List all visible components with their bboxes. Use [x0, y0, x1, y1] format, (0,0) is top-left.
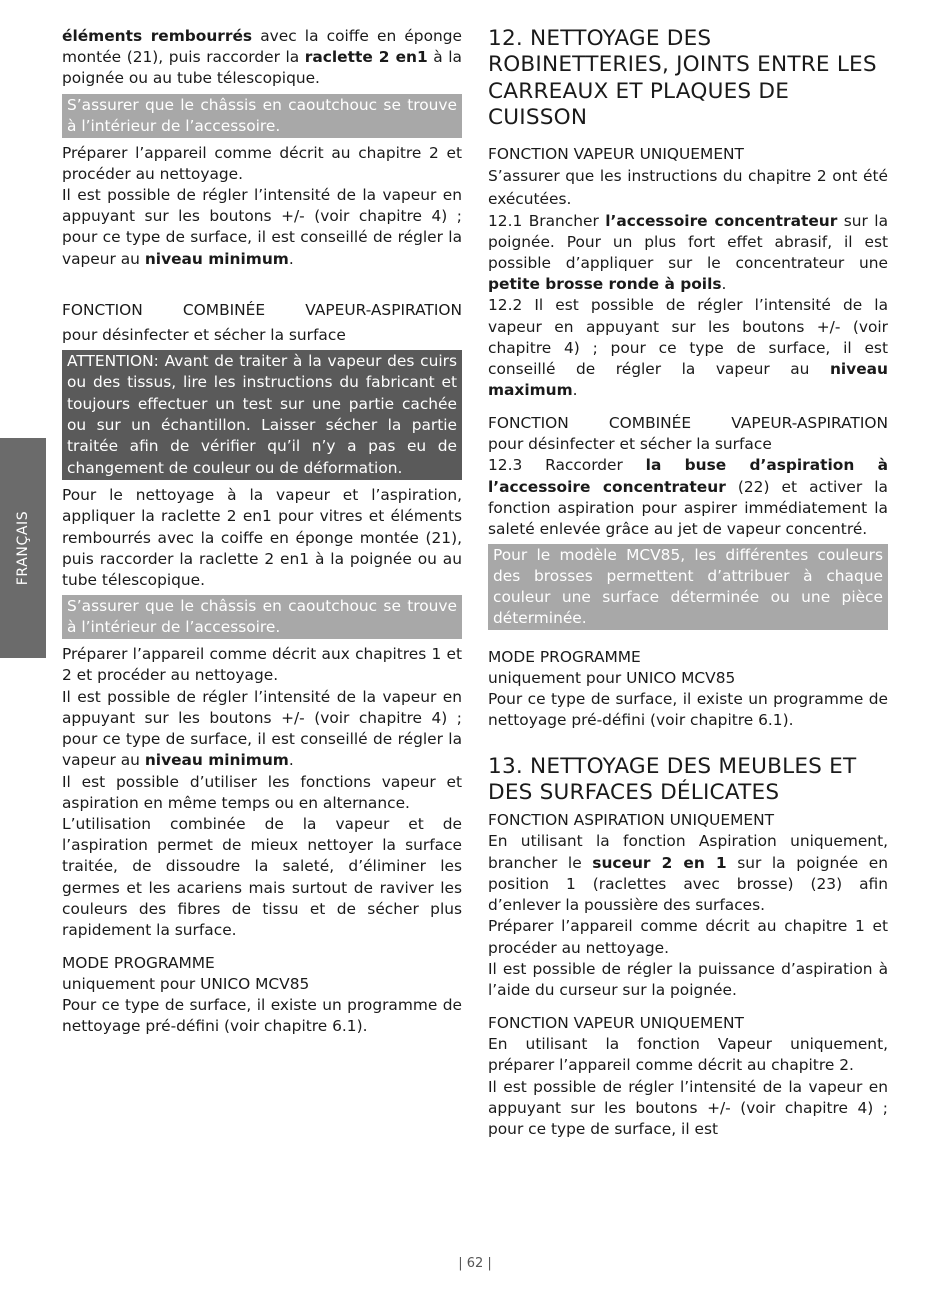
paragraph: 12.1 Brancher l’accessoire concentrateur sur la poignée. Pour un plus fort effet abrasif, il est possible d’appliquer sur le concentrateur une petite brosse ronde à poils. — [488, 211, 888, 294]
section-heading: MODE PROGRAMME — [62, 954, 215, 973]
section-heading: FONCTION VAPEUR UNIQUEMENT — [488, 1014, 744, 1033]
paragraph: Préparer l’appareil comme décrit au chapitre 1 et procéder au nettoyage. — [488, 917, 888, 957]
section-heading: FONCTION COMBINÉE VAPEUR-ASPIRATION — [62, 300, 462, 319]
section-heading: FONCTION VAPEUR UNIQUEMENT — [488, 144, 744, 163]
paragraph: Pour ce type de surface, il existe un programme de nettoyage pré-défini (voir chapitre 6.1). — [62, 996, 462, 1036]
section-heading: FONCTION ASPIRATION UNIQUEMENT — [488, 811, 775, 830]
paragraph: L’utilisation combinée de la vapeur et de l’aspiration permet de mieux nettoyer la surface traitée, de dissoudre la saleté, d’éliminer les germes et les acariens mais surtout de raviver les couleurs des fibres de tissu et de sécher plus rapidement la surface. — [62, 814, 462, 939]
paragraph: Il est possible de régler l’intensité de la vapeur en appuyant sur les boutons +/- (voir chapitre 4) ; pour ce type de surface, il est — [488, 1077, 888, 1138]
warning-box: ATTENTION: Avant de traiter à la vapeur des cuirs ou des tissus, lire les instructions du fabricant et toujours effectuer un test sur une partie cachée ou sur un échantillon. Laisser sécher la partie traitée afin de vérifier qu’il n’y a pas eu de changement de couleur ou de déformation. — [62, 350, 462, 480]
paragraph: Préparer l’appareil comme décrit au chapitre 2 et procéder au nettoyage. — [62, 143, 462, 183]
language-tab — [0, 438, 46, 658]
note-box: Pour le modèle MCV85, les différentes couleurs des brosses permettent d’attribuer à chaque couleur une surface déterminée ou une pièce déterminée. — [488, 544, 888, 630]
paragraph: Pour ce type de surface, il existe un programme de nettoyage pré-défini (voir chapitre 6.1). — [488, 690, 888, 730]
note-box: S’assurer que le châssis en caoutchouc se trouve à l’intérieur de l’accessoire. — [62, 94, 462, 138]
paragraph: 12.3 Raccorder la buse d’aspiration à l’accessoire concentrateur (22) et activer la fonction aspiration pour aspirer immédiatement la saleté enlevée grâce au jet de vapeur concentré. — [488, 456, 888, 539]
language-label: FRANÇAIS — [15, 510, 31, 586]
paragraph: éléments rembourrés avec la coiffe en éponge montée (21), puis raccorder la raclette 2 en1 à la poignée ou au tube télescopique. — [62, 27, 462, 88]
section-subheading: pour désinfecter et sécher la surface — [62, 325, 346, 344]
paragraph: Il est possible de régler la puissance d’aspiration à l’aide du curseur sur la poignée. — [488, 959, 888, 999]
chapter-heading-12: 12. NETTOYAGE DES ROBINETTERIES, JOINTS ENTRE LES CARREAUX ET PLAQUES DE CUISSON — [488, 26, 877, 131]
paragraph: S’assurer que les instructions du chapitre 2 ont été exécutées. — [488, 166, 888, 208]
paragraph: Il est possible de régler l’intensité de la vapeur en appuyant sur les boutons +/- (voir chapitre 4) ; pour ce type de surface, il est conseillé de régler la vapeur au niveau minimum. — [62, 186, 462, 268]
page-number: | 62 | — [458, 1256, 492, 1271]
paragraph: Préparer l’appareil comme décrit aux chapitres 1 et 2 et procéder au nettoyage. — [62, 645, 462, 685]
left-column — [62, 26, 462, 1038]
section-heading: FONCTION COMBINÉE VAPEUR-ASPIRATION — [488, 414, 888, 433]
right-column — [488, 26, 888, 1140]
section-subheading: uniquement pour UNICO MCV85 — [488, 669, 736, 688]
section-subheading: pour désinfecter et sécher la surface — [488, 435, 772, 454]
paragraph: Il est possible d’utiliser les fonctions vapeur et aspiration en même temps ou en alternance. — [62, 772, 462, 812]
paragraph: Il est possible de régler l’intensité de la vapeur en appuyant sur les boutons +/- (voir chapitre 4) ; pour ce type de surface, il est conseillé de régler la vapeur au niveau minimum. — [62, 687, 462, 770]
paragraph: 12.2 Il est possible de régler l’intensité de la vapeur en appuyant sur les boutons +/- (voir chapitre 4) ; pour ce type de surface, il est conseillé de régler la vapeur au niveau maximum. — [488, 296, 888, 400]
section-heading: MODE PROGRAMME — [488, 648, 641, 667]
paragraph: Pour le nettoyage à la vapeur et l’aspiration, appliquer la raclette 2 en1 pour vitres et éléments rembourrés avec la coiffe en éponge montée (21), puis raccorder la raclette 2 en1 à la poignée ou au tube télescopique. — [62, 486, 462, 590]
chapter-heading-13: 13. NETTOYAGE DES MEUBLES ET DES SURFACES DÉLICATES — [488, 753, 857, 806]
paragraph: En utilisant la fonction Aspiration uniquement, brancher le suceur 2 en 1 sur la poignée en position 1 (raclettes avec brosse) (23) afin d’enlever la poussière des surfaces. — [488, 832, 888, 915]
section-subheading: uniquement pour UNICO MCV85 — [62, 975, 310, 994]
note-box: S’assurer que le châssis en caoutchouc se trouve à l’intérieur de l’accessoire. — [62, 595, 462, 639]
paragraph: En utilisant la fonction Vapeur uniquement, préparer l’appareil comme décrit au chapitre 2. — [488, 1035, 888, 1075]
